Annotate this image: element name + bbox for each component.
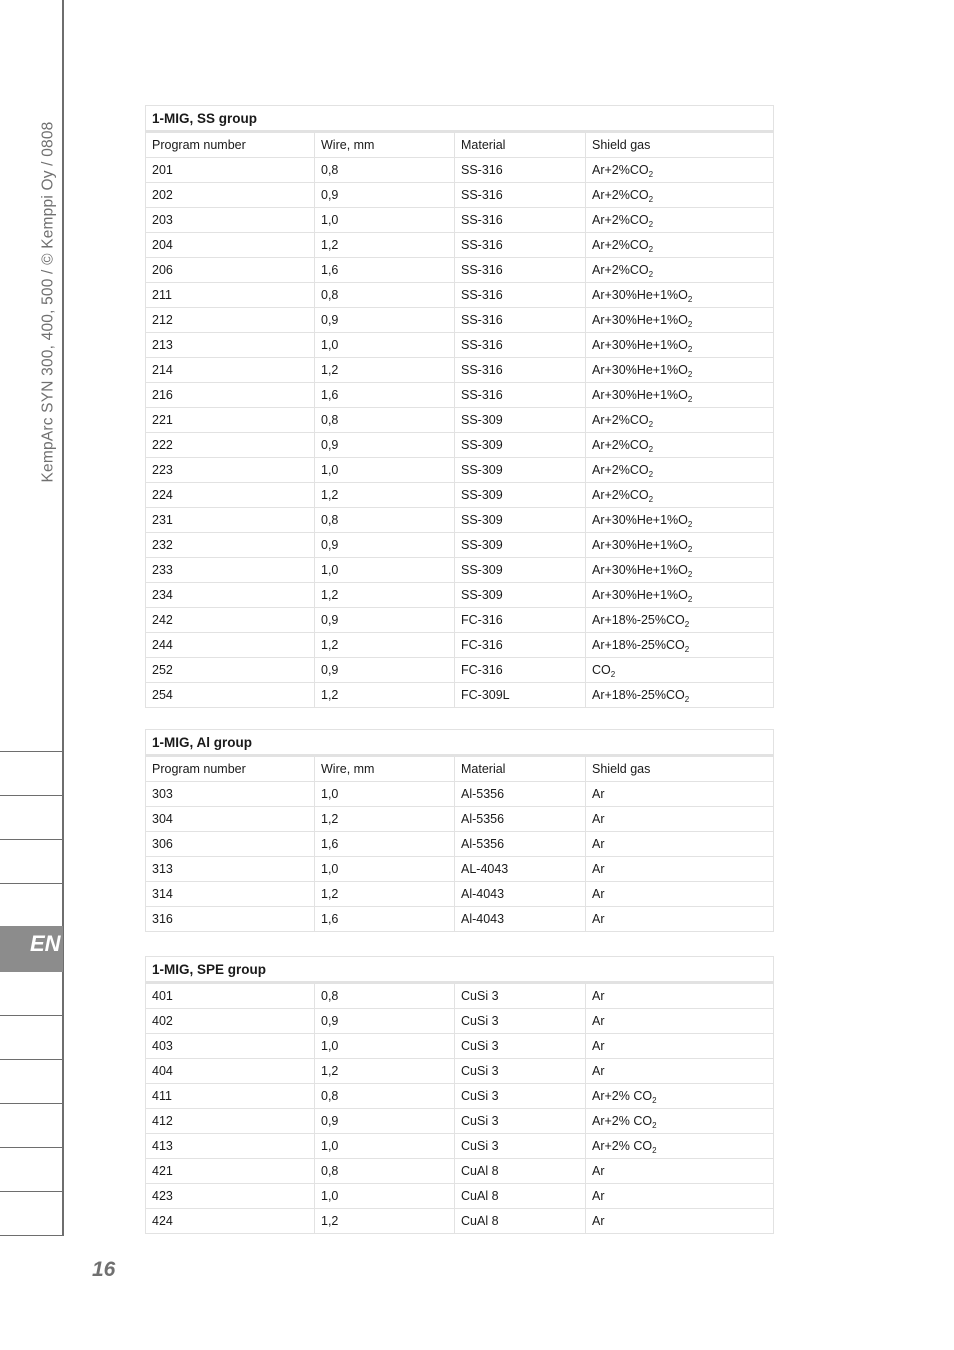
table-cell: 1,0 — [315, 1184, 455, 1209]
table-cell: 1,2 — [315, 483, 455, 508]
table-row — [146, 1084, 774, 1109]
table-cell: 1,6 — [315, 258, 455, 283]
table-cell: 403 — [146, 1034, 315, 1059]
table-cell: $Ar+2\%CO_2$ — [586, 458, 774, 483]
table-cell: 1,0 — [315, 782, 455, 807]
table-cell: Ar — [586, 1059, 774, 1084]
table-cell: $Ar+18\%-25\%CO_2$ — [586, 633, 774, 658]
table-cell: Ar — [586, 1159, 774, 1184]
table-cell: FC-316 — [455, 608, 586, 633]
table-cell: 1,6 — [315, 907, 455, 932]
table-cell: 213 — [146, 333, 315, 358]
table-cell: SS-316 — [455, 183, 586, 208]
table-cell: $Ar+2\%CO_2$ — [586, 183, 774, 208]
table-title: 1-MIG, SS group — [146, 106, 774, 132]
table-cell: 423 — [146, 1184, 315, 1209]
table-cell: 1,0 — [315, 558, 455, 583]
table-cell: $Ar+30\%He+1\%O_2$ — [586, 308, 774, 333]
tab-divider — [0, 883, 63, 884]
table-cell: 1,6 — [315, 832, 455, 857]
table-cell: Ar — [586, 832, 774, 857]
tab-divider — [0, 839, 63, 840]
table-cell: CuSi 3 — [455, 983, 586, 1009]
table-cell: 223 — [146, 458, 315, 483]
table-cell: $Ar+2\%CO_2$ — [586, 408, 774, 433]
table-cell: Ar — [586, 782, 774, 807]
table-cell: CuSi 3 — [455, 1109, 586, 1134]
table-cell: 411 — [146, 1084, 315, 1109]
table-cell: SS-316 — [455, 358, 586, 383]
table-row — [146, 508, 774, 533]
table-cell: FC-316 — [455, 633, 586, 658]
table-cell: SS-309 — [455, 458, 586, 483]
tab-divider — [0, 1059, 63, 1060]
table-cell: Ar+2% $CO_2$ — [586, 1134, 774, 1159]
tab-divider — [0, 1103, 63, 1104]
table-row — [146, 1209, 774, 1234]
running-title-text: KempArc SYN 300, 400, 500 / © Kemppi Oy / 0808 — [39, 121, 57, 483]
table-cell: 424 — [146, 1209, 315, 1234]
running-title — [30, 104, 66, 500]
table-cell: SS-316 — [455, 208, 586, 233]
spe-group-table — [145, 956, 774, 1234]
table-cell: 0,8 — [315, 408, 455, 433]
table-cell: Ar — [586, 1009, 774, 1034]
table-cell: 402 — [146, 1009, 315, 1034]
table-title-row — [146, 106, 774, 132]
table-cell: Ar — [586, 857, 774, 882]
table-cell: 0,8 — [315, 508, 455, 533]
table-row — [146, 308, 774, 333]
table-cell: Ar — [586, 1209, 774, 1234]
table-cell: 314 — [146, 882, 315, 907]
table-cell: 1,0 — [315, 857, 455, 882]
table-cell: 234 — [146, 583, 315, 608]
column-header: Program number — [146, 132, 315, 158]
table-cell: 224 — [146, 483, 315, 508]
table-row — [146, 333, 774, 358]
column-header: Shield gas — [586, 756, 774, 782]
table-cell: CuAl 8 — [455, 1184, 586, 1209]
table-cell: 1,0 — [315, 208, 455, 233]
table-cell: 203 — [146, 208, 315, 233]
table-row — [146, 1159, 774, 1184]
table-cell: $Ar+30\%He+1\%O_2$ — [586, 558, 774, 583]
table-row — [146, 458, 774, 483]
table-cell: SS-316 — [455, 308, 586, 333]
table-cell: $Ar+30\%He+1\%O_2$ — [586, 383, 774, 408]
table-cell: 1,2 — [315, 1059, 455, 1084]
table-cell: 0,9 — [315, 1109, 455, 1134]
table-cell: $Ar+30\%He+1\%O_2$ — [586, 333, 774, 358]
table-cell: SS-316 — [455, 383, 586, 408]
table-title: 1-MIG, SPE group — [146, 957, 774, 983]
table-row — [146, 983, 774, 1009]
table-cell: 204 — [146, 233, 315, 258]
table-cell: Ar+2% $CO_2$ — [586, 1109, 774, 1134]
table-title-row — [146, 730, 774, 756]
column-header: Wire, mm — [315, 132, 455, 158]
page-number: 16 — [92, 1258, 116, 1281]
table-cell: 206 — [146, 258, 315, 283]
table-row — [146, 1059, 774, 1084]
table-cell: Ar — [586, 983, 774, 1009]
table-cell: 214 — [146, 358, 315, 383]
table-cell: 421 — [146, 1159, 315, 1184]
table-cell: 1,0 — [315, 1134, 455, 1159]
table-cell: Al-4043 — [455, 907, 586, 932]
tab-divider — [0, 1235, 63, 1236]
table-cell: $Ar+2\%CO_2$ — [586, 158, 774, 183]
table-cell: SS-309 — [455, 483, 586, 508]
table-row — [146, 807, 774, 832]
table-cell: Ar — [586, 807, 774, 832]
tab-divider — [0, 1191, 63, 1192]
table-row — [146, 882, 774, 907]
table-cell: CuSi 3 — [455, 1059, 586, 1084]
table-cell: CuSi 3 — [455, 1134, 586, 1159]
table-cell: 216 — [146, 383, 315, 408]
table-cell: SS-309 — [455, 508, 586, 533]
table-cell: 0,8 — [315, 983, 455, 1009]
table-cell: 222 — [146, 433, 315, 458]
table-cell: $Ar+30\%He+1\%O_2$ — [586, 358, 774, 383]
table-cell: 211 — [146, 283, 315, 308]
table-row — [146, 408, 774, 433]
column-header: Wire, mm — [315, 756, 455, 782]
column-header: Shield gas — [586, 132, 774, 158]
tab-divider — [0, 1147, 63, 1148]
table-cell: FC-309L — [455, 683, 586, 708]
table-cell: 231 — [146, 508, 315, 533]
ss-group-table — [145, 105, 774, 708]
table-cell: FC-316 — [455, 658, 586, 683]
table-cell: $Ar+2\%CO_2$ — [586, 433, 774, 458]
table-cell: 1,2 — [315, 807, 455, 832]
table-cell: 1,2 — [315, 358, 455, 383]
table-cell: 412 — [146, 1109, 315, 1134]
table-cell: $Ar+30\%He+1\%O_2$ — [586, 508, 774, 533]
table-cell: 1,2 — [315, 583, 455, 608]
table-cell: Ar — [586, 1034, 774, 1059]
table-row — [146, 608, 774, 633]
table-cell: $Ar+2\%CO_2$ — [586, 233, 774, 258]
language-tab-en[interactable]: EN — [0, 926, 63, 972]
table-cell: 1,2 — [315, 233, 455, 258]
table-row — [146, 633, 774, 658]
table-row — [146, 433, 774, 458]
table-cell: $Ar+18\%-25\%CO_2$ — [586, 608, 774, 633]
table-cell: 401 — [146, 983, 315, 1009]
tab-divider — [0, 1015, 63, 1016]
table-cell: 0,9 — [315, 308, 455, 333]
table-row — [146, 658, 774, 683]
table-cell: 202 — [146, 183, 315, 208]
table-title: 1-MIG, Al group — [146, 730, 774, 756]
table-cell: 0,9 — [315, 608, 455, 633]
table-row — [146, 1034, 774, 1059]
table-cell: 1,0 — [315, 333, 455, 358]
table-row — [146, 258, 774, 283]
table-header-row — [146, 756, 774, 782]
table-cell: Ar — [586, 882, 774, 907]
table-cell: CuAl 8 — [455, 1209, 586, 1234]
table-cell: SS-309 — [455, 433, 586, 458]
table-cell: 254 — [146, 683, 315, 708]
table-row — [146, 583, 774, 608]
table-cell: 1,2 — [315, 633, 455, 658]
table-cell: 0,9 — [315, 658, 455, 683]
table-cell: 304 — [146, 807, 315, 832]
table-cell: 0,9 — [315, 533, 455, 558]
table-cell: 1,2 — [315, 882, 455, 907]
table-row — [146, 1134, 774, 1159]
table-cell: SS-309 — [455, 533, 586, 558]
table-cell: $Ar+18\%-25\%CO_2$ — [586, 683, 774, 708]
table-cell: 0,8 — [315, 1084, 455, 1109]
table-cell: Al-5356 — [455, 832, 586, 857]
table-row — [146, 1009, 774, 1034]
table-row — [146, 383, 774, 408]
table-cell: SS-316 — [455, 233, 586, 258]
table-cell: Ar+2% $CO_2$ — [586, 1084, 774, 1109]
table-cell: 303 — [146, 782, 315, 807]
table-cell: 233 — [146, 558, 315, 583]
table-cell: 0,8 — [315, 158, 455, 183]
table-cell: SS-309 — [455, 408, 586, 433]
table-cell: CuSi 3 — [455, 1034, 586, 1059]
tab-divider — [0, 751, 63, 752]
table-cell: $Ar+2\%CO_2$ — [586, 258, 774, 283]
table-cell: 306 — [146, 832, 315, 857]
table-row — [146, 1184, 774, 1209]
table-cell: Al-4043 — [455, 882, 586, 907]
table-row — [146, 183, 774, 208]
table-cell: 1,0 — [315, 1034, 455, 1059]
table-cell: 0,9 — [315, 433, 455, 458]
table-row — [146, 233, 774, 258]
table-cell: 242 — [146, 608, 315, 633]
table-cell: 212 — [146, 308, 315, 333]
table-row — [146, 533, 774, 558]
table-cell: Al-5356 — [455, 782, 586, 807]
table-cell: SS-316 — [455, 283, 586, 308]
table-cell: $Ar+30\%He+1\%O_2$ — [586, 583, 774, 608]
table-row — [146, 1109, 774, 1134]
table-cell: $Ar+2\%CO_2$ — [586, 483, 774, 508]
table-cell: 316 — [146, 907, 315, 932]
table-cell: 313 — [146, 857, 315, 882]
column-header: Material — [455, 132, 586, 158]
table-cell: CuSi 3 — [455, 1009, 586, 1034]
table-row — [146, 358, 774, 383]
table-row — [146, 683, 774, 708]
table-header-row — [146, 132, 774, 158]
table-row — [146, 208, 774, 233]
table-cell: SS-316 — [455, 333, 586, 358]
table-row — [146, 483, 774, 508]
table-cell: $CO_2$ — [586, 658, 774, 683]
table-cell: $Ar+30\%He+1\%O_2$ — [586, 533, 774, 558]
table-cell: 0,9 — [315, 183, 455, 208]
table-row — [146, 832, 774, 857]
table-cell: 1,2 — [315, 683, 455, 708]
table-cell: 232 — [146, 533, 315, 558]
table-cell: 1,2 — [315, 1209, 455, 1234]
table-cell: CuAl 8 — [455, 1159, 586, 1184]
table-row — [146, 782, 774, 807]
table-cell: 413 — [146, 1134, 315, 1159]
table-cell: SS-316 — [455, 158, 586, 183]
table-cell: 404 — [146, 1059, 315, 1084]
table-cell: CuSi 3 — [455, 1084, 586, 1109]
table-cell: $Ar+2\%CO_2$ — [586, 208, 774, 233]
table-cell: 244 — [146, 633, 315, 658]
table-row — [146, 283, 774, 308]
table-cell: SS-309 — [455, 583, 586, 608]
table-cell: 0,8 — [315, 1159, 455, 1184]
column-header: Program number — [146, 756, 315, 782]
table-row — [146, 558, 774, 583]
table-cell: 221 — [146, 408, 315, 433]
table-row — [146, 857, 774, 882]
table-cell: 201 — [146, 158, 315, 183]
table-cell: 0,9 — [315, 1009, 455, 1034]
table-row — [146, 158, 774, 183]
table-title-row — [146, 957, 774, 983]
table-cell: AL-4043 — [455, 857, 586, 882]
al-group-table — [145, 729, 774, 932]
table-cell: 1,6 — [315, 383, 455, 408]
table-row — [146, 907, 774, 932]
table-cell: 1,0 — [315, 458, 455, 483]
table-cell: SS-316 — [455, 258, 586, 283]
table-cell: Ar — [586, 907, 774, 932]
table-cell: 252 — [146, 658, 315, 683]
table-cell: Al-5356 — [455, 807, 586, 832]
table-cell: 0,8 — [315, 283, 455, 308]
column-header: Material — [455, 756, 586, 782]
table-cell: SS-309 — [455, 558, 586, 583]
table-cell: Ar — [586, 1184, 774, 1209]
table-cell: $Ar+30\%He+1\%O_2$ — [586, 283, 774, 308]
tab-divider — [0, 795, 63, 796]
